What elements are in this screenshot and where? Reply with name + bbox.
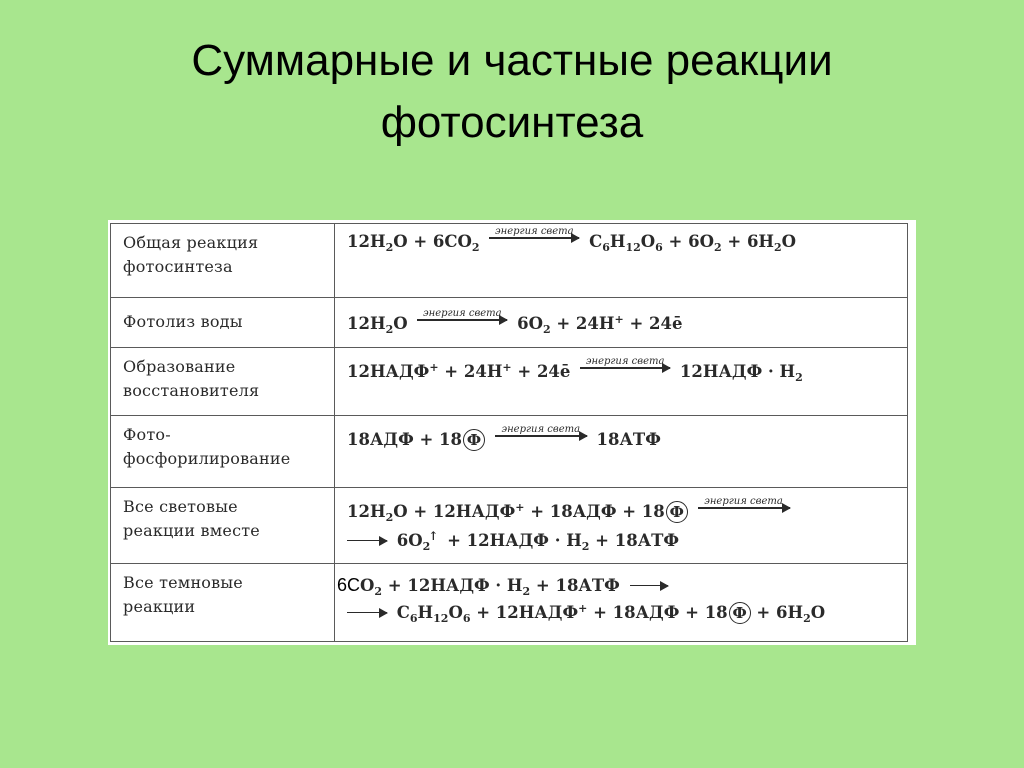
arrow-note: энергия света [423, 308, 502, 319]
table-row [111, 564, 908, 642]
table-row [111, 224, 908, 298]
eq-term: + 24ē [623, 314, 683, 333]
row-equation [335, 416, 908, 488]
row-label [111, 224, 335, 298]
eq-term: + 24H [550, 314, 615, 333]
reaction-arrow [495, 424, 587, 437]
eq-subscript: 2 [713, 241, 722, 254]
slide-title-line2: фотосинтеза [380, 98, 644, 147]
eq-subscript: 6 [655, 241, 663, 254]
row-equation [335, 348, 908, 416]
row-label [111, 564, 335, 642]
eq-subscript: 2 [374, 585, 383, 598]
eq-term: + 12НАДФ · H [382, 576, 523, 595]
equation-line [347, 496, 901, 524]
row-equation [335, 564, 908, 642]
arrow-note: энергия света [704, 496, 783, 507]
slide-title-line1: Суммарные и частные реакции [191, 36, 833, 85]
eq-subscript: 6 [602, 241, 610, 254]
reaction-arrow [417, 308, 507, 321]
eq-term: 12H [347, 502, 386, 521]
row-label-line: реакции [123, 597, 196, 616]
row-label [111, 348, 335, 416]
equation-line [347, 424, 901, 452]
row-label-line: Фотолиз воды [123, 312, 243, 331]
row-label [111, 416, 335, 488]
phosphate-circle: Ф [463, 429, 485, 451]
eq-subscript: 12 [433, 612, 449, 625]
equation-line [347, 226, 901, 254]
row-label-line: Общая реакция [123, 233, 259, 252]
eq-subscript: 2 [422, 540, 431, 553]
eq-term: C [396, 603, 410, 622]
row-label-line: Все световые [123, 497, 238, 516]
reactions-table-panel [108, 220, 916, 645]
eq-term: + 6O [662, 232, 714, 251]
eq-term: + 12НАДФ · H [441, 531, 582, 550]
gas-release-arrow-icon: ↑ [428, 529, 439, 543]
eq-term: 6O [517, 314, 543, 333]
eq-term: 12H [347, 314, 386, 333]
arrow-note: энергия света [501, 424, 581, 435]
eq-term: + 12НАДФ [470, 603, 579, 622]
eq-subscript: 2 [522, 585, 531, 598]
equation-line [347, 600, 901, 625]
reaction-arrow [347, 617, 387, 619]
eq-superscript: + [614, 313, 624, 326]
eq-term: + 6H [750, 603, 804, 622]
row-label-line: Образование [123, 357, 236, 376]
eq-subscript: 6 [462, 612, 471, 625]
phosphate-circle: Ф [666, 501, 688, 523]
eq-superscript: + [515, 501, 525, 514]
row-label-line: фосфорилирование [123, 449, 291, 468]
eq-term: 12H [347, 232, 386, 251]
eq-term: O [781, 232, 797, 251]
row-equation [335, 298, 908, 348]
eq-subscript: 2 [581, 540, 590, 553]
eq-superscript: + [429, 361, 439, 374]
row-label-line: реакции вместе [123, 521, 260, 540]
eq-subscript: 2 [542, 323, 551, 336]
eq-term: O + 12НАДФ [393, 502, 516, 521]
equation-line [347, 524, 901, 553]
eq-subscript: 2 [803, 612, 811, 625]
arrow-note: энергия света [495, 226, 574, 237]
eq-term: O [360, 576, 375, 595]
reaction-arrow [698, 496, 790, 509]
reaction-arrow [580, 356, 670, 369]
eq-term: O [640, 232, 656, 251]
phosphate-circle: Ф [729, 602, 751, 624]
eq-term: O + 6CO [393, 232, 472, 251]
eq-term: C [589, 232, 603, 251]
arrow-note: энергия света [585, 356, 665, 367]
reaction-arrow [630, 590, 668, 592]
eq-term: 18АДФ + 18 [347, 430, 463, 449]
eq-subscript: 2 [385, 323, 394, 336]
eq-term: O [448, 603, 463, 622]
equation-line [347, 308, 901, 336]
eq-term: H [609, 232, 626, 251]
eq-term: + 24ē [511, 362, 571, 381]
eq-term: + 18АТФ [530, 576, 620, 595]
slide-title [0, 30, 1024, 154]
eq-superscript: + [578, 602, 588, 615]
eq-term: + 18АДФ + 18 [587, 603, 728, 622]
reaction-arrow [347, 545, 387, 547]
row-label-line: Фото- [123, 425, 171, 444]
row-equation [335, 488, 908, 564]
eq-superscript: + [502, 361, 512, 374]
reactions-table [110, 223, 908, 642]
table-row [111, 298, 908, 348]
row-equation [335, 224, 908, 298]
eq-term: 12НАДФ · H [679, 362, 796, 381]
eq-subscript: 12 [625, 241, 641, 254]
eq-subscript: 6 [409, 612, 418, 625]
row-label-line: Все темновые [123, 573, 243, 592]
eq-term: + 18АТФ [589, 531, 680, 550]
eq-subscript: 2 [385, 241, 394, 254]
eq-prefix: 6C [337, 575, 361, 595]
eq-term: H [417, 603, 434, 622]
table-row [111, 416, 908, 488]
row-label-line: фотосинтеза [123, 257, 233, 276]
eq-term: + 24H [438, 362, 503, 381]
reaction-arrow [489, 226, 579, 239]
eq-term: 6O [396, 531, 423, 550]
equation-line [347, 356, 901, 384]
equation-line [337, 573, 901, 598]
table-row [111, 348, 908, 416]
eq-term: + 6H [721, 232, 775, 251]
eq-term: 18АТФ [596, 430, 661, 449]
eq-term: O [393, 314, 408, 333]
table-row [111, 488, 908, 564]
row-label-line: восстановителя [123, 381, 260, 400]
eq-term: O [810, 603, 826, 622]
eq-subscript: 2 [795, 371, 803, 384]
eq-term: 12НАДФ [347, 362, 430, 381]
eq-subscript: 2 [471, 241, 480, 254]
eq-term: + 18АДФ + 18 [524, 502, 665, 521]
eq-subscript: 2 [385, 511, 394, 524]
row-label [111, 488, 335, 564]
row-label [111, 298, 335, 348]
eq-subscript: 2 [774, 241, 782, 254]
